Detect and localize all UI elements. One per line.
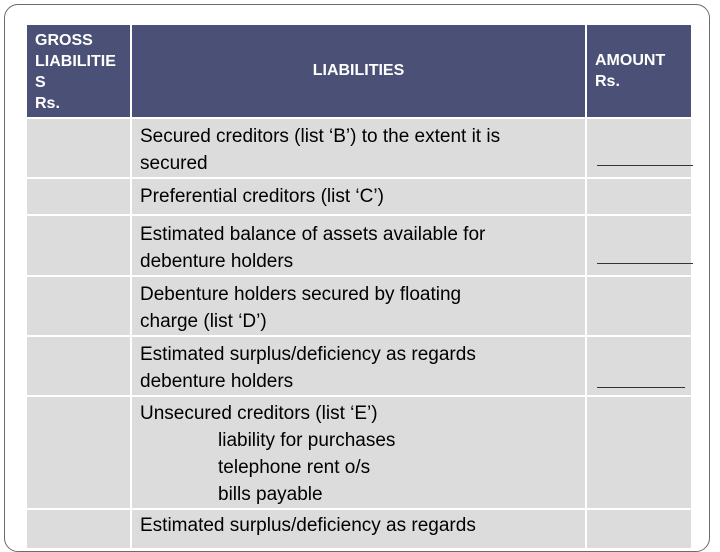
- liabilities-header: LIABILITIES: [131, 24, 586, 118]
- liability-description: [131, 118, 586, 178]
- amount-underline: [597, 387, 685, 388]
- desc-line: debenture holders: [140, 371, 294, 392]
- liability-description: [131, 178, 586, 215]
- gross-liabilities-header: [26, 24, 131, 118]
- desc-line: secured: [140, 153, 208, 174]
- gross-line-2: LIABILITIE: [35, 53, 116, 70]
- liability-description: [131, 215, 586, 276]
- table-row: [26, 509, 692, 549]
- sub-item: bills payable: [218, 484, 323, 505]
- amount-cell: [586, 118, 692, 178]
- gross-line-1: GROSS: [35, 32, 93, 49]
- amount-cell: [586, 178, 692, 215]
- gross-cell: [26, 336, 131, 396]
- desc-line: Debenture holders secured by floating: [140, 284, 462, 305]
- amount-underline: [597, 263, 693, 264]
- table-row: [26, 118, 692, 178]
- amount-underline: [597, 165, 693, 166]
- table-row: [26, 336, 692, 396]
- gross-line-4: Rs.: [35, 95, 60, 112]
- amount-header: [586, 24, 692, 118]
- gross-cell: [26, 178, 131, 215]
- gross-cell: [26, 396, 131, 509]
- desc-line: Secured creditors (list ‘B’) to the extent it is: [140, 126, 501, 147]
- amount-cell: [586, 215, 692, 276]
- gross-cell: [26, 215, 131, 276]
- desc-line: Estimated surplus/deficiency as regards: [140, 515, 476, 536]
- liability-description: [131, 336, 586, 396]
- table-row: [26, 276, 692, 336]
- header-row: [26, 24, 692, 118]
- amount-cell: [586, 276, 692, 336]
- liability-description: [131, 276, 586, 336]
- liability-description: [131, 509, 586, 549]
- desc-line: debenture holders: [140, 251, 294, 272]
- table-row: [26, 215, 692, 276]
- desc-line: Estimated balance of assets available for: [140, 224, 486, 245]
- desc-line: charge (list ‘D’): [140, 311, 267, 332]
- gross-cell: [26, 118, 131, 178]
- amount-cell: [586, 396, 692, 509]
- amount-line-2: Rs.: [595, 73, 620, 90]
- desc-line: Estimated surplus/deficiency as regards: [140, 344, 476, 365]
- gross-cell: [26, 276, 131, 336]
- sub-item: telephone rent o/s: [218, 457, 371, 478]
- amount-line-1: AMOUNT: [595, 52, 666, 69]
- amount-cell: [586, 509, 692, 549]
- table-row: [26, 178, 692, 215]
- gross-line-3: S: [35, 74, 46, 91]
- statement-of-affairs-table: [25, 23, 693, 550]
- amount-cell: [586, 336, 692, 396]
- table-row: [26, 396, 692, 509]
- liability-description: [131, 396, 586, 509]
- desc-line: Unsecured creditors (list ‘E’): [140, 403, 378, 424]
- sub-item: liability for purchases: [218, 430, 396, 451]
- desc-line: Preferential creditors (list ‘C’): [140, 186, 384, 207]
- gross-cell: [26, 509, 131, 549]
